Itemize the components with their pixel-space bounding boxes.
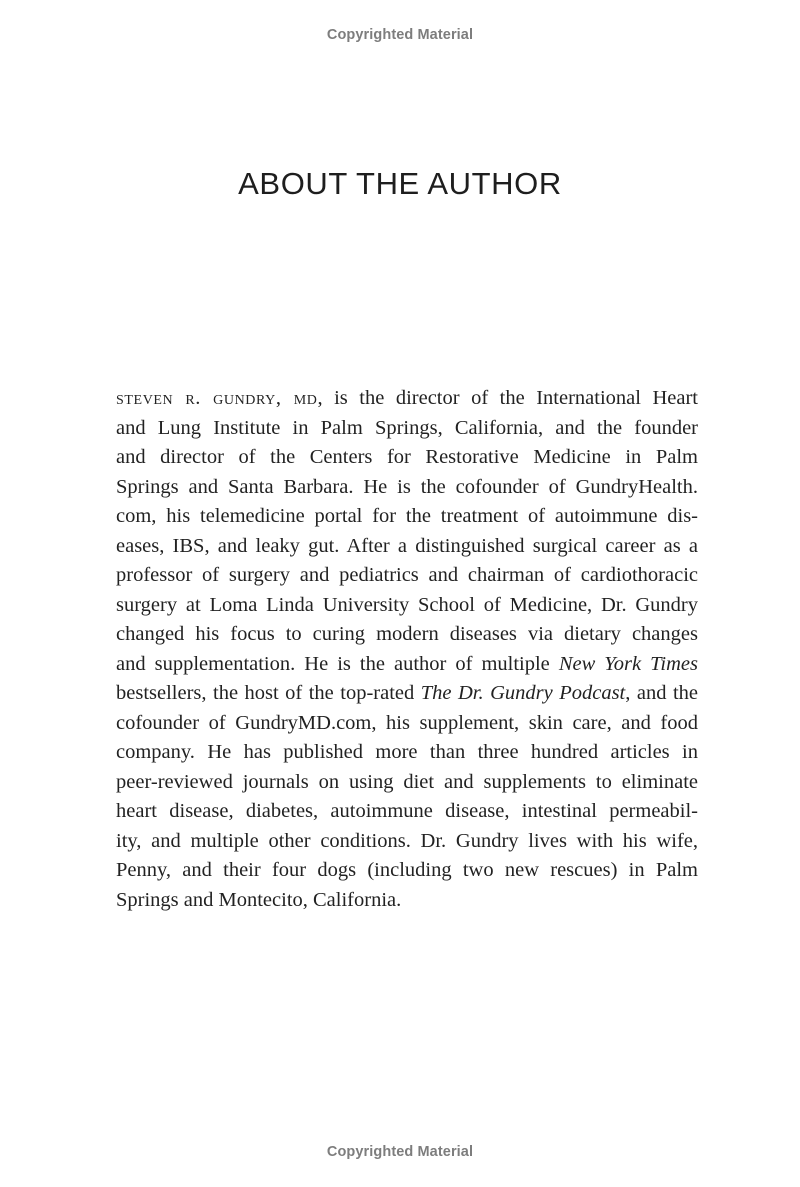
bio-line-2: and Lung Institute in Palm Springs, California, and the founder bbox=[116, 416, 698, 439]
bio-line-8: surgery at Loma Linda University School of Medicine, Dr. Gundry bbox=[116, 593, 698, 616]
author-bio-paragraph bbox=[116, 384, 698, 915]
bio-line-7: professor of surgery and pediatrics and chairman of cardiothoracic bbox=[116, 564, 698, 586]
copyright-watermark-bottom: Copyrighted Material bbox=[326, 1144, 474, 1160]
bio-line-12: cofounder of GundryMD.com, his supplement, skin care, and food bbox=[116, 711, 698, 734]
bio-line-5: com, his telemedicine portal for the treatment of autoimmune dis- bbox=[116, 505, 698, 527]
bio-line-16: ity, and multiple other conditions. Dr. Gundry lives with his wife, bbox=[116, 829, 698, 852]
bio-line-14: peer-reviewed journals on using diet and supplements to eliminate bbox=[116, 770, 698, 793]
bio-text: and supplementation. He is the author of multiple bbox=[116, 652, 559, 675]
author-name: steven r. gundry, md bbox=[116, 387, 318, 409]
bio-line-6: eases, IBS, and leaky gut. After a distinguished surgical career as a bbox=[116, 534, 698, 557]
page-title: ABOUT THE AUTHOR bbox=[238, 166, 562, 201]
newspaper-title: New York Times bbox=[558, 652, 698, 675]
bio-line-9: changed his focus to curing modern diseases via dietary changes bbox=[116, 623, 698, 645]
copyright-watermark-top: Copyrighted Material bbox=[326, 27, 474, 43]
bio-line-11 bbox=[116, 679, 698, 709]
bio-line-10 bbox=[116, 650, 698, 680]
bio-line-15: heart disease, diabetes, autoimmune disease, intestinal permeabil- bbox=[116, 800, 698, 822]
bio-text: bestsellers, the host of the top-rated bbox=[116, 682, 421, 704]
bio-line-13: company. He has published more than three hundred articles in bbox=[116, 741, 698, 763]
bio-line-18: Springs and Montecito, California. bbox=[116, 888, 402, 911]
bio-text: , is the director of the International Heart bbox=[317, 387, 698, 409]
bio-text: , and the bbox=[625, 682, 698, 704]
bio-line-1 bbox=[116, 384, 698, 414]
bio-line-3: and director of the Centers for Restorative Medicine in Palm bbox=[116, 446, 698, 468]
bio-line-17: Penny, and their four dogs (including two new rescues) in Palm bbox=[116, 859, 698, 881]
bio-line-4: Springs and Santa Barbara. He is the cofounder of GundryHealth. bbox=[116, 475, 698, 498]
podcast-title: The Dr. Gundry Podcast bbox=[420, 682, 626, 704]
